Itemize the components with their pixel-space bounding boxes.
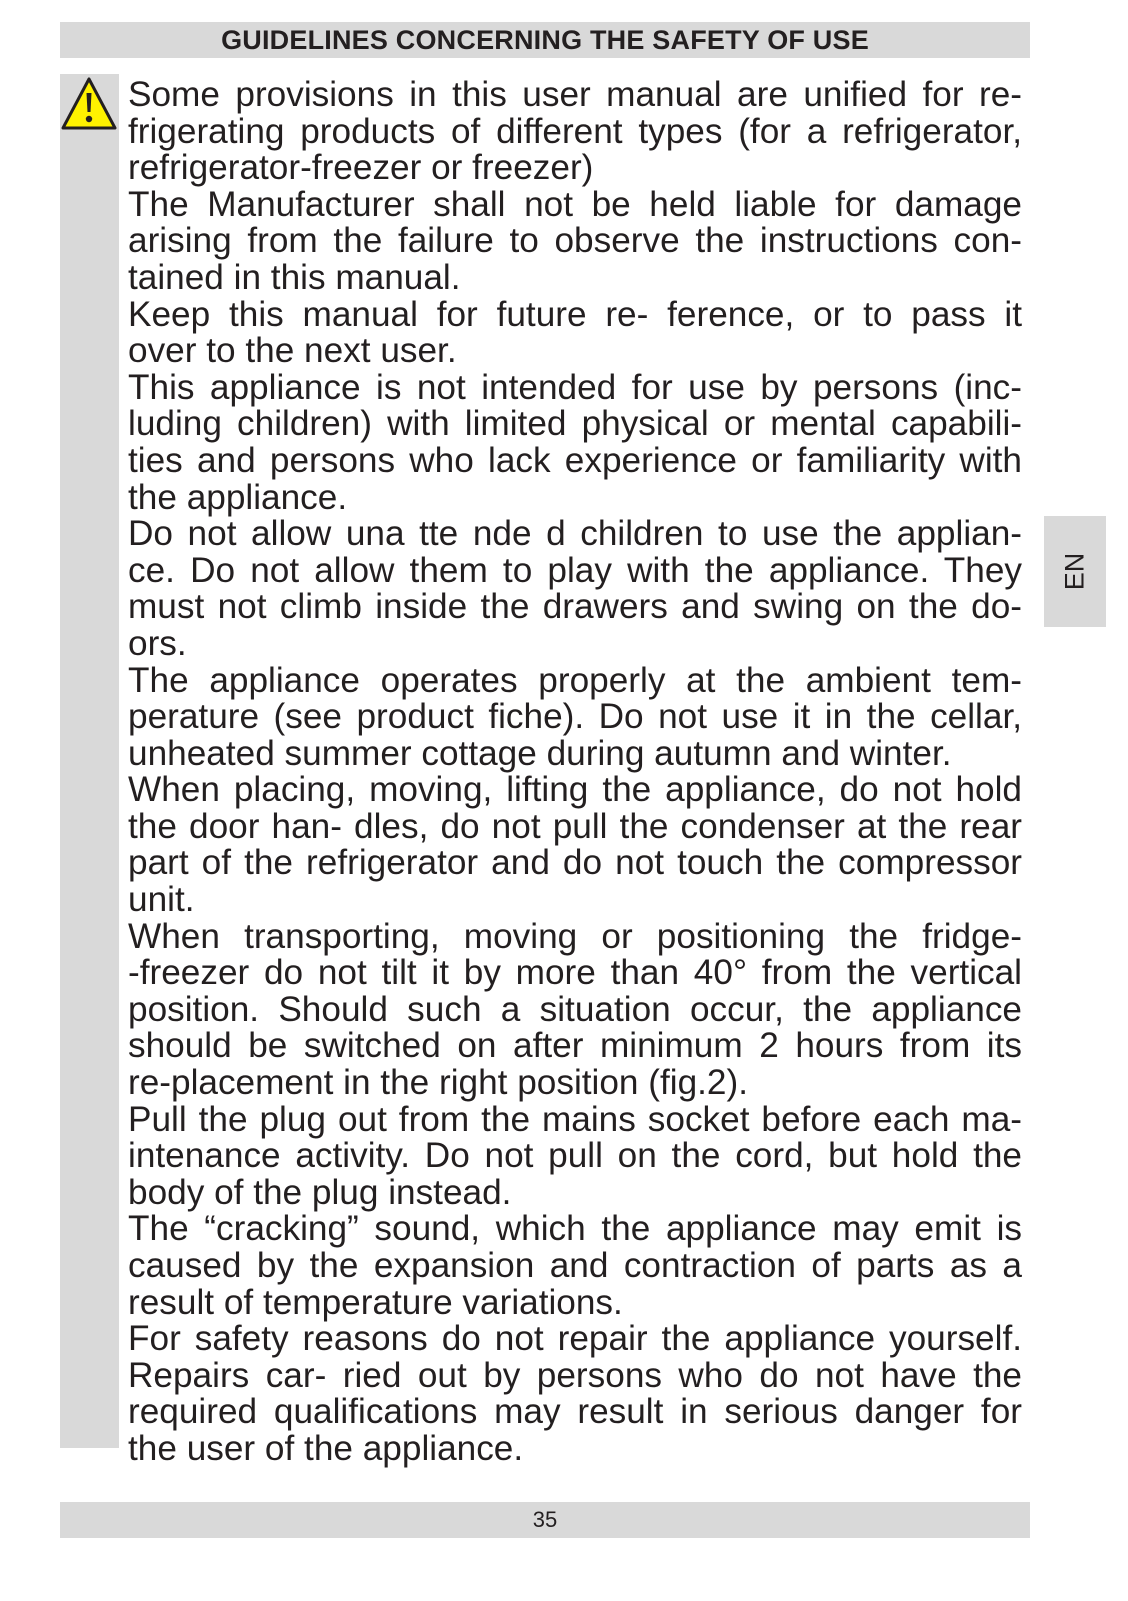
text-line: required qualifications may result in serious danger for — [128, 1392, 1022, 1432]
text-line: perature (see product fiche). Do not use it in the cellar, — [128, 697, 1022, 737]
text-line: frigerating products of different types (for a refrigerator, — [128, 111, 1022, 151]
text-line: caused by the expansion and contraction of parts as a — [128, 1246, 1022, 1285]
text-line: The Manufacturer shall not be held liable for damage — [128, 184, 1022, 224]
text-line: Keep this manual for future re- ference, or to pass it — [128, 294, 1022, 334]
text-line: result of temperature variations. — [128, 1282, 623, 1322]
text-line: must not climb inside the drawers and swing on the do- — [128, 587, 1022, 627]
text-line: Do not allow una tte nde d children to use the applian- — [128, 514, 1022, 554]
text-line: the door han- dles, do not pull the condenser at the rear — [128, 806, 1022, 846]
warning-side-strip — [60, 74, 119, 1448]
safety-guidelines-text — [128, 77, 1022, 1468]
text-line: position. Should such a situation occur, the appliance — [128, 989, 1022, 1029]
text-line: tained in this manual. — [128, 257, 461, 297]
text-line: ties and persons who lack experience or familiarity with — [128, 440, 1022, 480]
page-footer — [60, 1502, 1030, 1538]
text-line: unit. — [128, 880, 195, 920]
text-line: re-placement in the right position (fig.2). — [128, 1063, 748, 1103]
text-line: luding children) with limited physical or mental capabili- — [128, 404, 1022, 444]
text-line: For safety reasons do not repair the appliance yourself. — [128, 1319, 1022, 1359]
text-line: intenance activity. Do not pull on the cord, but hold the — [128, 1136, 1022, 1176]
text-line: the user of the appliance. — [128, 1428, 524, 1468]
text-line: over to the next user. — [128, 331, 457, 371]
text-line: should be switched on after minimum 2 hours from its — [128, 1026, 1022, 1066]
language-tab — [1044, 516, 1106, 627]
page-header — [60, 22, 1030, 58]
page-number: 35 — [532, 1507, 558, 1532]
text-line: refrigerator-freezer or freezer) — [128, 148, 594, 188]
text-line: ce. Do not allow them to play with the appliance. They — [128, 550, 1022, 590]
text-line: body of the plug instead. — [128, 1172, 512, 1212]
text-line: The appliance operates properly at the ambient tem- — [128, 660, 1022, 700]
text-line: This appliance is not intended for use by persons (inc- — [128, 367, 1022, 407]
text-line: When transporting, moving or positioning the fridge- — [128, 916, 1022, 956]
text-line: part of the refrigerator and do not touch the compressor — [128, 843, 1022, 883]
text-line: arising from the failure to observe the instructions con- — [128, 221, 1022, 261]
section-title: GUIDELINES CONCERNING THE SAFETY OF USE — [221, 24, 869, 55]
text-line: The “cracking” sound, which the appliance may emit is — [128, 1209, 1022, 1249]
text-line: When placing, moving, lifting the appliance, do not hold — [128, 770, 1022, 810]
text-line: -freezer do not tilt it by more than 40° from the vertical — [128, 953, 1022, 993]
text-line: unheated summer cottage during autumn and winter. — [128, 733, 952, 773]
warning-triangle-icon — [60, 76, 118, 132]
text-line: Some provisions in this user manual are unified for re- — [128, 75, 1022, 114]
text-line: the appliance. — [128, 477, 348, 517]
text-line: Pull the plug out from the mains socket before each ma- — [128, 1099, 1022, 1139]
text-line: ors. — [128, 623, 187, 663]
language-label: EN — [1059, 552, 1090, 591]
text-line: Repairs car- ried out by persons who do not have the — [128, 1355, 1022, 1395]
